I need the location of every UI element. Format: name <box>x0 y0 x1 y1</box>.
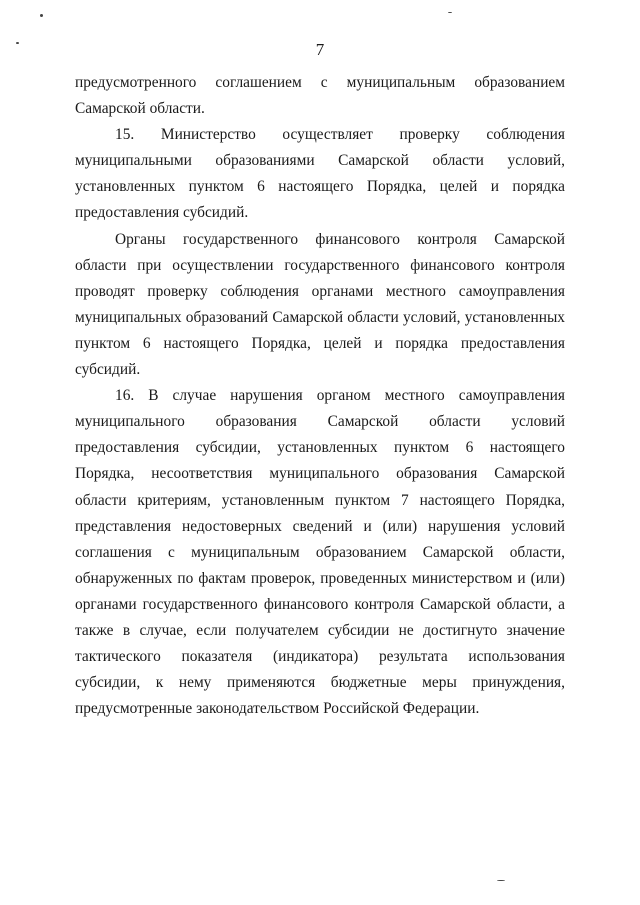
scan-speck <box>497 880 505 881</box>
paragraph-clause-16: 16. В случае нарушения органом местного самоуправления муниципального образования Самарской области условий предоставления субсидии, установленных пунктом 6 настоящего Порядка, несоответствия муниципального образования Самарской области критериям, установленным пунктом 7 настоящего Порядка, представления недостоверных сведений и (или) нарушения условий соглашения с муниципальным образованием Самарской области, обнаруженных по фактам проверок, проведенных министерством и (или) органами государственного финансового контроля Самарской области, а также в случае, если получателем субсидии не достигнуто значение тактического показателя (индикатора) результата использования субсидии, к нему применяются бюджетные меры принуждения, предусмотренные законодательством Российской Федерации. <box>75 387 565 718</box>
scan-speck <box>40 14 43 17</box>
body-text <box>75 70 565 722</box>
scan-speck <box>448 12 452 13</box>
paragraph-financial-control: Органы государственного финансового контроля Самарской области при осуществлении государственного финансового контроля проводят проверку соблюдения органами местного самоуправления муниципальных образований Самарской области условий, установленных пунктом 6 настоящего Порядка, целей и порядка предоставления субсидий. <box>75 230 565 379</box>
paragraph-continuation: предусмотренного соглашением с муниципальным образованием Самарской области. <box>75 74 565 118</box>
page-number: 7 <box>315 40 325 59</box>
paragraph-clause-15: 15. Министерство осуществляет проверку соблюдения муниципальными образованиями Самарской области условий, установленных пунктом 6 настоящего Порядка, целей и порядка предоставления субсидий. <box>75 126 565 222</box>
